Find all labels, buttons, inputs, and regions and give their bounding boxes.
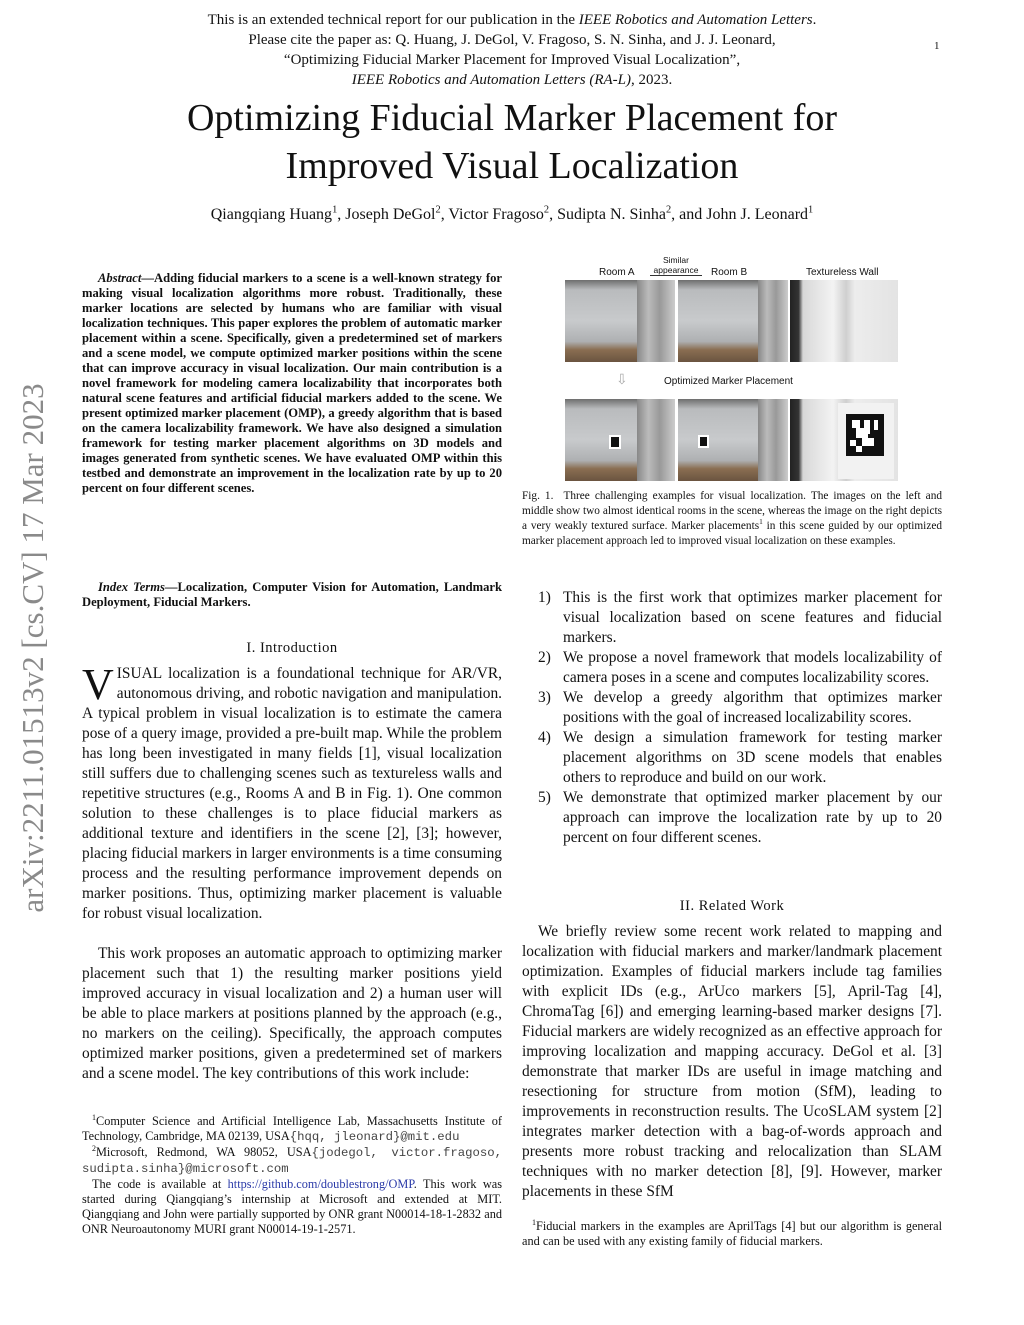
- section-heading-introduction: I. Introduction: [246, 640, 338, 656]
- contribution-item: 5) We demonstrate that optimized marker placement by our approach can improve the localization rate by up to 20 percent on four different scenes.: [538, 789, 942, 846]
- apriltag-marker: [846, 414, 884, 456]
- footnote-affiliation-2: $^2$Microsoft, Redmond, WA 98052, USA{jodegol, victor.fragoso, sudipta.sinha}@microsoft.com: [82, 1143, 503, 1176]
- label-similar-appearance: Similar appearance: [650, 255, 702, 276]
- image-room-a-with-marker: [565, 399, 675, 481]
- citation-header-line-3: “Optimizing Fiducial Marker Placement for Improved Visual Localization”,: [283, 52, 741, 68]
- intro-paragraph-2: This work proposes an automatic approach to optimizing marker placement such that 1) the resulting marker positions yield improved accuracy in visual localization and 2) a human user will be able to place markers at positions planned by the approach (e.g., no markers on the ceiling). Specifically, the approach computes optimized marker positions, given a predetermined set of markers and a scene model. The key contributions of this work include:: [82, 945, 502, 1082]
- author: Sudipta N. Sinha$^2$, and: [557, 204, 707, 223]
- footnote-code: The code is available at https://github.com/doublestrong/OMP. This work was started during Qiangqiang’s internship at Microsoft and extended at MIT. Qiangqiang and John were partially supported by ONR grant N00014-18-1-2832 and ONR Neuroautonomy MURI grant N00014-19-1-2571.: [82, 1177, 503, 1236]
- label-textureless-wall: Textureless Wall: [806, 267, 879, 278]
- footnote-affiliation-1: $^1$Computer Science and Artificial Intelligence Lab, Massachusetts Institute of Technology, Cambridge, MA 02139, USA{hqq, jleonard}@mit.edu: [82, 1112, 502, 1144]
- section-heading-related-work: II. Related Work: [679, 898, 785, 914]
- image-wall-with-marker: [790, 399, 898, 481]
- author: John J. Leonard$^1$: [706, 204, 814, 223]
- contribution-item: 3) We develop a greedy algorithm that optimizes marker positions with the goal of increased localizability scores.: [538, 689, 942, 726]
- fiducial-marker: [609, 435, 621, 449]
- image-room-a: [565, 280, 675, 362]
- citation-header-line-2: Please cite the paper as: Q. Huang, J. DeGol, V. Fragoso, S. N. Sinha, and J. J. Leonard,: [248, 32, 776, 48]
- contribution-item: 1) This is the first work that optimizes marker placement for visual localization based on scene features and fiducial markers.: [538, 589, 942, 646]
- intro-paragraph-1: VISUAL localization is a foundational technique for AR/VR, autonomous driving, and robotic navigation and manipulation. A typical problem in visual localization is to estimate the camera pose of a query image, provided a pre-built map. While the problem has long been investigated in many fields [1], visual localization still suffers due to challenging scenes such as textureless walls and repetitive structures (e.g., Rooms A and B in Fig. 1). One common solution to these challenges is to place fiducial markers as additional texture and identifiers in the scene [2], [3]; however, placing fiducial markers in larger environments is a time consuming process and the resulting performance improvement depends on marker positions. Thus, optimizing marker placement is valuable for robust visual localization.: [82, 660, 502, 922]
- down-arrow-icon: ⇩: [616, 373, 628, 388]
- page-number: 1: [934, 40, 940, 52]
- image-room-b-with-marker: [678, 399, 788, 481]
- arxiv-stamp: arXiv:2211.01513v2 [cs.CV] 17 Mar 2023: [15, 383, 50, 913]
- image-textureless-wall: [790, 280, 898, 362]
- contribution-item: 4) We design a simulation framework for testing marker placement algorithms on 3D scene models that enables others to reproduce and build on our work.: [538, 729, 942, 786]
- contribution-item: 2) We propose a novel framework that models localizability of camera poses in a scene and computes localizability scores.: [538, 649, 942, 686]
- footnotes-left: [82, 1114, 502, 1237]
- label-optimized-marker-placement: Optimized Marker Placement: [664, 376, 793, 387]
- citation-header-line-1: This is an extended technical report for our publication in the IEEE Robotics and Automation Letters.: [207, 12, 817, 28]
- fiducial-marker: [698, 435, 709, 448]
- paper-title: Optimizing Fiducial Marker Placement for Improved Visual Localization: [186, 97, 838, 187]
- author-list: [100, 206, 924, 224]
- index-terms: Index Terms—Localization, Computer Vision for Automation, Landmark Deployment, Fiducial Markers.: [82, 580, 502, 609]
- label-room-b: Room B: [711, 267, 748, 278]
- figure-1-caption: Fig. 1. Three challenging examples for visual localization. The images on the left and middle show two almost identical rooms in the scene, whereas the image on the right depicts a very weakly textured surface. Marker placements$^1$ in this scene guided by our optimized marker placement approach led to improved visual localization on these examples.: [522, 490, 942, 547]
- contributions-list: [522, 588, 942, 848]
- footnote-right: $^1$Fiducial markers in the examples are AprilTags [4] but our algorithm is general and can be used with any existing family of fiducial markers.: [522, 1217, 942, 1248]
- author: Joseph DeGol$^2$,: [345, 204, 449, 223]
- abstract: Abstract—Adding fiducial markers to a scene is a well-known strategy for making visual localization algorithms more robust. Traditionally, these marker locations are selected by humans who are familiar with visual localization techniques. This paper explores the problem of automatic marker placement within a scene. Specifically, given a predetermined set of markers and a scene model, we compute optimized marker positions within the scene that can improve accuracy in visual localization. Our main contribution is a novel framework for modeling camera localizability that incorporates both natural scene features and artificial fiducial markers added to the scene. We present optimized marker placement (OMP), a greedy algorithm that is based on the camera localizability framework. We have also designed a simulation framework for testing marker placement algorithms on 3D models and images generated from synthetic scenes. We have evaluated OMP within this testbed and demonstrate an improvement in the localization rate by up to 20 percent on four different scenes.: [82, 271, 502, 495]
- image-room-b: [678, 280, 788, 362]
- author: Qiangqiang Huang$^1$,: [210, 204, 346, 223]
- label-room-a: Room A: [599, 267, 635, 278]
- drop-cap: V: [82, 660, 114, 709]
- citation-header-line-4: IEEE Robotics and Automation Letters (RA-L), 2023.: [351, 72, 673, 88]
- related-work-paragraph: We briefly review some recent work related to mapping and localization with fiducial markers and marker/landmark placement optimization. Examples of fiducial markers include tag families with explicit IDs (e.g., ArUco markers [5], April-Tag [4], ChromaTag [6]) and emerging learning-based marker designs [7]. Fiducial markers are widely recognized as an effective approach for improving localization and mapping accuracy. DeGol et al. [3] demonstrate that marker IDs are useful in image matching and resectioning for structure from motion (SfM), leading to improvements in reconstruction results. The UcoSLAM system [2] integrates marker detection with a bag-of-words approach and presents more robust tracking and relocalization than SLAM techniques with no marker detection [8], [9]. However, marker placements in these SfM: [522, 923, 942, 1200]
- author: Victor Fragoso$^2$,: [448, 204, 558, 223]
- code-link[interactable]: https://github.com/doublestrong/OMP: [227, 1177, 414, 1191]
